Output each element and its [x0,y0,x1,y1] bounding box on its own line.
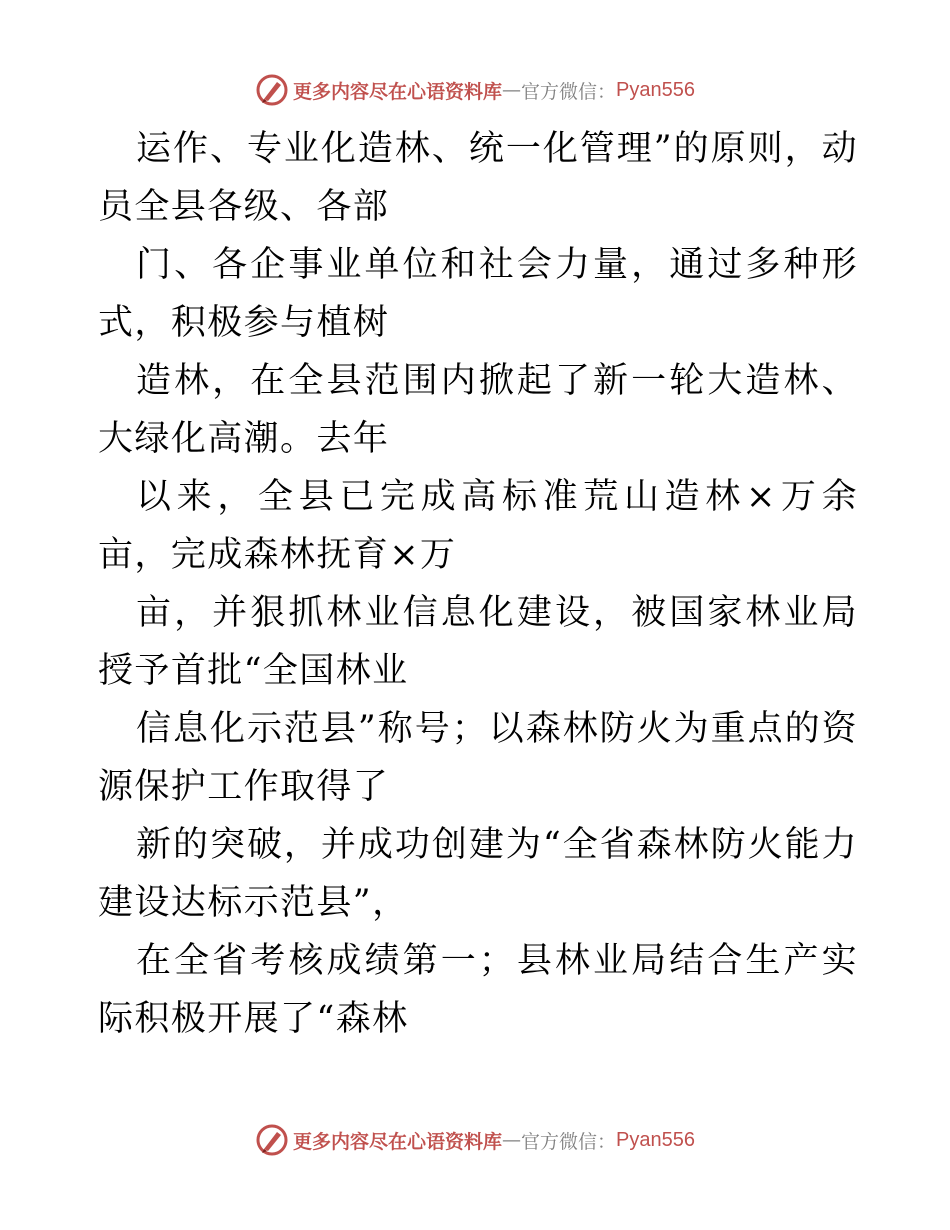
paragraph-line: 造林，在全县范围内掀起了新一轮大造林、大绿 [98,361,858,459]
paragraph-line: 以来，全县已完成高标准荒山造林×万余亩，完 [98,477,858,575]
watermark-separator: — [502,1129,522,1151]
watermark-account: Pyan556 [616,78,695,101]
watermark-account: Pyan556 [616,1128,695,1151]
pen-logo-icon [255,1123,289,1157]
watermark-site-text: 更多内容尽在心语资料库 [293,1130,503,1153]
paragraph [98,700,858,816]
paragraph [98,352,858,468]
watermark-label: 官方微信： [521,80,617,103]
paragraph-line: 成森林抚育×万 [207,535,457,575]
paragraph-line: 亩，并狠抓林业信息化建设，被国家林业局授予 [98,593,858,691]
footer-watermark [0,1120,950,1160]
paragraph-line: 极开展了“森林 [170,999,409,1039]
paragraph [98,468,858,584]
watermark-site-text: 更多内容尽在心语资料库 [293,80,503,103]
paragraph-line: 积极参与植树 [170,303,390,343]
paragraph-line: 门、各企事业单位和社会力量，通过多种形式， [98,245,858,343]
paragraph [98,584,858,700]
paragraph-line: 信息化示范县”称号；以森林防火为重点的资源 [98,709,858,807]
paragraph-line: 运作、专业化造林、统一化管理”的原则，动员 [98,129,858,227]
paragraph-line: 首批“全国林业 [170,651,409,691]
paragraph-line: 设达标示范县”， [134,883,409,923]
header-watermark [0,70,950,110]
paragraph-line: 化高潮。去年 [170,419,390,459]
paragraph [98,236,858,352]
pen-logo-icon [255,73,289,107]
watermark-label: 官方微信： [521,1130,617,1153]
paragraph-line: 在全省考核成绩第一；县林业局结合生产实际积 [98,941,858,1039]
paragraph [98,120,858,236]
paragraph-line: 新的突破，并成功创建为“全省森林防火能力建 [98,825,858,923]
paragraph [98,816,858,932]
paragraph-line: 保护工作取得了 [134,767,390,807]
paragraph-line: 全县各级、各部 [134,187,390,227]
paragraph [98,932,858,1048]
document-body [98,120,858,1048]
watermark-separator: — [502,79,522,101]
